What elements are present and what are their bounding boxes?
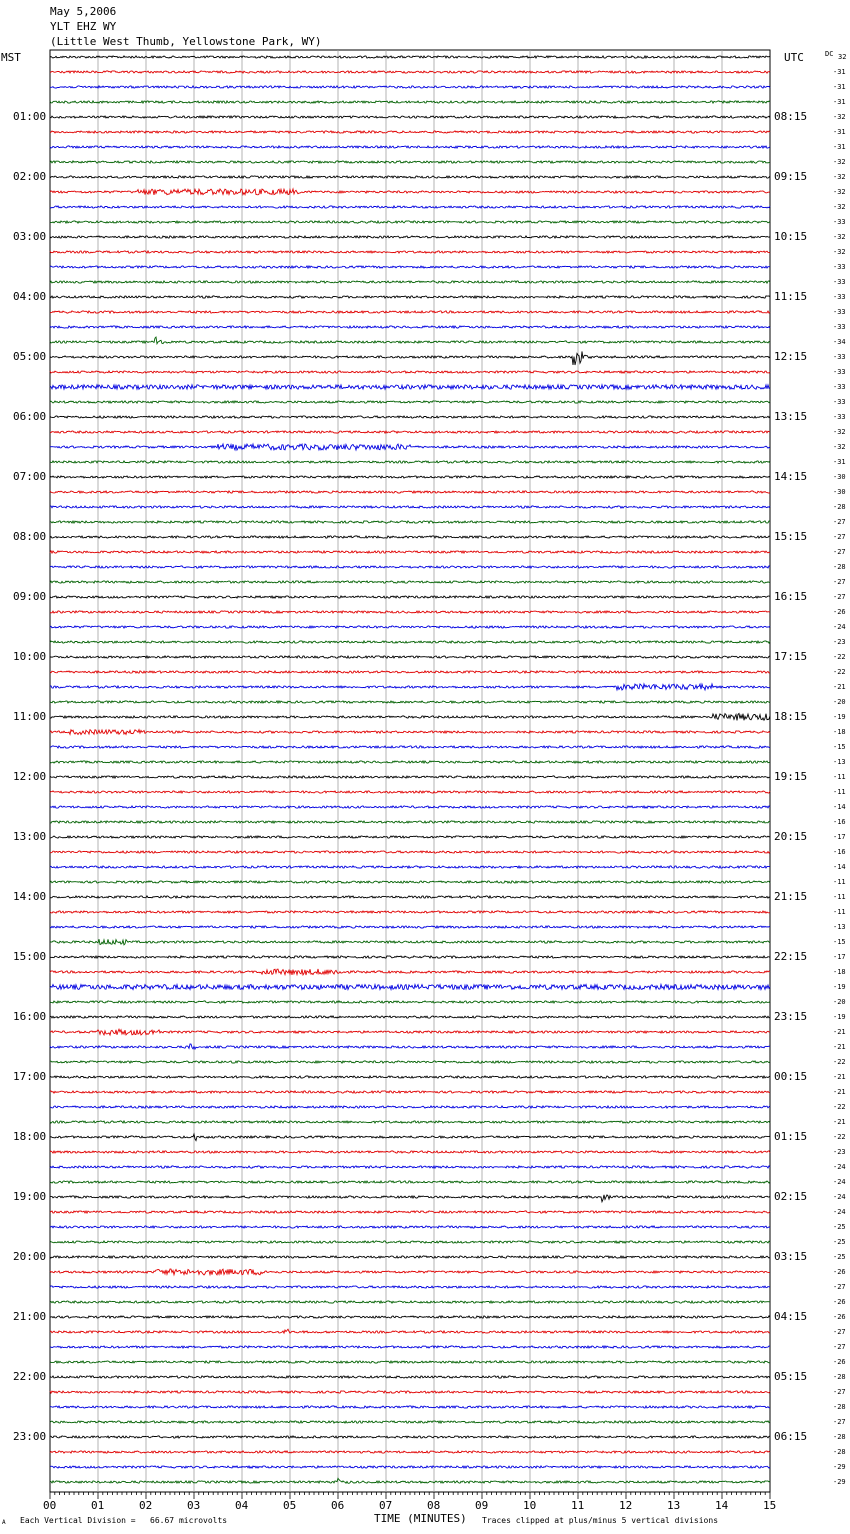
seismic-trace <box>50 251 770 253</box>
seismic-trace <box>50 939 770 945</box>
seismic-trace <box>50 71 770 73</box>
dc-offset-value: -27 <box>833 593 846 601</box>
seismic-trace <box>50 521 770 523</box>
seismic-trace <box>50 86 770 88</box>
seismic-trace <box>50 761 770 763</box>
dc-offset-value: -26 <box>833 1298 846 1306</box>
dc-offset-value: -32 <box>833 158 846 166</box>
seismic-trace <box>50 311 770 313</box>
right-hour-label: 13:15 <box>774 410 808 423</box>
right-hour-label: 12:15 <box>774 350 808 363</box>
dc-offset-value: -28 <box>833 1448 846 1456</box>
seismic-trace <box>50 1211 770 1213</box>
clip-note: Traces clipped at plus/minus 5 vertical divisions <box>482 1516 719 1525</box>
dc-offset-value: -26 <box>833 608 846 616</box>
seismic-trace <box>50 221 770 223</box>
seismic-trace <box>50 776 770 778</box>
left-hour-label: 01:00 <box>13 110 47 123</box>
seismic-trace <box>50 296 770 298</box>
dc-offset-value: -21 <box>833 1118 846 1126</box>
dc-offset-value: -33 <box>833 218 846 226</box>
x-tick-label: 15 <box>763 1499 777 1512</box>
dc-offset-value: -32 <box>833 428 846 436</box>
seismic-trace <box>50 491 770 493</box>
dc-offset-value: -14 <box>833 863 846 871</box>
left-hour-label: 22:00 <box>13 1370 47 1383</box>
seismic-trace <box>50 401 770 403</box>
dc-offset-value: -27 <box>833 1328 846 1336</box>
left-hour-label: 18:00 <box>13 1130 47 1143</box>
dc-offset-value: -27 <box>833 548 846 556</box>
seismic-trace <box>50 351 770 365</box>
plot-date: May 5,2006 <box>50 5 117 18</box>
seismic-trace <box>50 1256 770 1258</box>
seismic-trace <box>50 444 770 450</box>
dc-offset-value: -18 <box>833 728 846 736</box>
seismic-trace <box>50 1166 770 1168</box>
right-hour-label: 10:15 <box>774 230 808 243</box>
seismic-trace <box>50 969 770 975</box>
left-hour-label: 03:00 <box>13 230 47 243</box>
x-tick-label: 12 <box>619 1499 633 1512</box>
right-hour-label: 17:15 <box>774 650 808 663</box>
x-tick-label: 01 <box>91 1499 105 1512</box>
left-hour-label: 13:00 <box>13 830 47 843</box>
dc-offset-value: -31 <box>833 128 846 136</box>
right-hour-label: 16:15 <box>774 590 808 603</box>
seismic-trace <box>50 326 770 328</box>
dc-offset-value: -23 <box>833 1148 846 1156</box>
dc-offset-value: -27 <box>833 1283 846 1291</box>
dc-offset-header: DC <box>825 50 834 58</box>
dc-offset-value: -31 <box>833 143 846 151</box>
seismic-trace <box>50 836 770 838</box>
dc-offset-value: -30 <box>833 473 846 481</box>
dc-offset-value: -30 <box>833 488 846 496</box>
x-tick-label: 09 <box>475 1499 489 1512</box>
seismic-trace <box>50 206 770 208</box>
seismic-trace <box>50 1316 770 1318</box>
seismic-trace <box>50 176 770 178</box>
dc-offset-value: -33 <box>833 398 846 406</box>
left-hour-label: 12:00 <box>13 770 47 783</box>
dc-offset-value: -22 <box>833 1058 846 1066</box>
dc-offset-value: -22 <box>833 1133 846 1141</box>
left-hour-label: 07:00 <box>13 470 47 483</box>
dc-offset-value: -33 <box>833 308 846 316</box>
left-hour-label: 02:00 <box>13 170 47 183</box>
seismic-trace <box>50 1329 770 1333</box>
seismic-trace <box>50 791 770 793</box>
right-hour-label: 23:15 <box>774 1010 808 1023</box>
seismic-trace <box>50 476 770 478</box>
dc-offset-value: -31 <box>833 98 846 106</box>
right-hour-label: 22:15 <box>774 950 808 963</box>
left-hour-label: 06:00 <box>13 410 47 423</box>
left-timezone-label: MST <box>1 51 21 64</box>
dc-offset-value: -32 <box>833 443 846 451</box>
dc-offset-value: -32 <box>833 173 846 181</box>
dc-offset-value: -15 <box>833 743 846 751</box>
dc-offset-value: -33 <box>833 368 846 376</box>
seismic-trace <box>50 626 770 628</box>
seismic-trace <box>50 866 770 868</box>
dc-offset-value: -24 <box>833 1208 846 1216</box>
x-tick-label: 08 <box>427 1499 441 1512</box>
dc-offset-value: -33 <box>833 278 846 286</box>
dc-offset-value: -17 <box>833 953 846 961</box>
seismic-trace <box>50 911 770 913</box>
left-hour-label: 23:00 <box>13 1430 47 1443</box>
seismic-trace <box>50 1226 770 1228</box>
seismic-trace <box>50 1346 770 1348</box>
x-tick-label: 03 <box>187 1499 201 1512</box>
seismic-trace <box>50 1016 770 1018</box>
plot-frame <box>50 50 770 1492</box>
dc-offset-value: -15 <box>833 938 846 946</box>
dc-offset-value: -31 <box>833 458 846 466</box>
seismic-trace <box>50 431 770 433</box>
dc-offset-value: -13 <box>833 758 846 766</box>
station-location: (Little West Thumb, Yellowstone Park, WY) <box>50 35 322 48</box>
corner-mark: A <box>2 1519 6 1526</box>
dc-offset-value: -33 <box>833 353 846 361</box>
dc-offset-value: -28 <box>833 1433 846 1441</box>
dc-offset-value: -31 <box>833 68 846 76</box>
right-hour-label: 02:15 <box>774 1190 808 1203</box>
dc-offset-value: -33 <box>833 323 846 331</box>
seismic-trace <box>50 746 770 748</box>
dc-offset-value: -31 <box>833 83 846 91</box>
x-tick-label: 00 <box>43 1499 57 1512</box>
scale-note: Each Vertical Division = 66.67 microvolts <box>20 1516 228 1525</box>
dc-offset-value: -24 <box>833 1178 846 1186</box>
seismic-trace <box>50 684 770 690</box>
seismic-trace <box>50 1466 770 1468</box>
seismic-trace <box>50 1376 770 1378</box>
right-hour-label: 05:15 <box>774 1370 808 1383</box>
dc-offset-value: -19 <box>833 983 846 991</box>
dc-offset-value: -32 <box>833 233 846 241</box>
right-hour-label: 04:15 <box>774 1310 808 1323</box>
seismic-trace <box>50 1029 770 1035</box>
dc-offset-value: -33 <box>833 383 846 391</box>
dc-offset-value: -22 <box>833 653 846 661</box>
dc-offset-value: -27 <box>833 1418 846 1426</box>
seismic-trace <box>50 416 770 418</box>
dc-offset-value: -33 <box>833 293 846 301</box>
dc-offset-value: -28 <box>833 1403 846 1411</box>
dc-offset-value: -11 <box>833 878 846 886</box>
seismic-trace <box>50 146 770 148</box>
seismic-trace <box>50 1421 770 1423</box>
seismic-trace <box>50 551 770 553</box>
dc-offset-value: -25 <box>833 1238 846 1246</box>
seismic-trace <box>50 1091 770 1093</box>
x-tick-label: 04 <box>235 1499 249 1512</box>
seismic-trace <box>50 116 770 118</box>
seismic-trace <box>50 281 770 283</box>
left-hour-label: 09:00 <box>13 590 47 603</box>
seismic-trace <box>50 1391 770 1393</box>
left-hour-label: 15:00 <box>13 950 47 963</box>
dc-offset-value: -17 <box>833 833 846 841</box>
x-tick-label: 14 <box>715 1499 729 1512</box>
x-tick-label: 07 <box>379 1499 393 1512</box>
dc-offset-value: -26 <box>833 1313 846 1321</box>
right-hour-label: 19:15 <box>774 770 808 783</box>
dc-offset-value: -24 <box>833 1163 846 1171</box>
left-hour-label: 08:00 <box>13 530 47 543</box>
dc-offset-value: -27 <box>833 533 846 541</box>
left-hour-label: 14:00 <box>13 890 47 903</box>
dc-offset-value: -33 <box>833 263 846 271</box>
x-tick-label: 05 <box>283 1499 297 1512</box>
seismic-trace <box>50 236 770 238</box>
dc-offset-value: -16 <box>833 848 846 856</box>
dc-offset-value: -29 <box>833 1463 846 1471</box>
right-hour-label: 20:15 <box>774 830 808 843</box>
seismic-trace <box>50 821 770 823</box>
dc-offset-value: -11 <box>833 893 846 901</box>
seismic-trace <box>50 371 770 373</box>
dc-offset-value: -21 <box>833 1028 846 1036</box>
seismic-trace <box>50 656 770 658</box>
seismic-trace <box>50 1241 770 1243</box>
left-hour-label: 19:00 <box>13 1190 47 1203</box>
dc-offset-value: -21 <box>833 1043 846 1051</box>
dc-offset-value: -18 <box>833 968 846 976</box>
seismic-trace <box>50 881 770 883</box>
left-hour-label: 21:00 <box>13 1310 47 1323</box>
seismic-trace <box>50 1195 770 1202</box>
x-tick-label: 06 <box>331 1499 345 1512</box>
seismic-trace <box>50 337 770 344</box>
dc-offset-value: -11 <box>833 773 846 781</box>
seismic-trace <box>50 1451 770 1453</box>
seismic-trace <box>50 956 770 958</box>
seismic-trace <box>50 101 770 103</box>
right-hour-label: 00:15 <box>774 1070 808 1083</box>
seismic-trace <box>50 385 770 389</box>
left-hour-label: 17:00 <box>13 1070 47 1083</box>
seismic-trace <box>50 641 770 643</box>
dc-offset-value: -32 <box>833 248 846 256</box>
right-hour-label: 03:15 <box>774 1250 808 1263</box>
seismic-trace <box>50 1001 770 1003</box>
seismic-trace <box>50 714 770 721</box>
dc-offset-value: -21 <box>833 683 846 691</box>
seismic-trace <box>50 851 770 853</box>
seismic-trace <box>50 161 770 163</box>
seismic-trace <box>50 1301 770 1303</box>
dc-offset-value: -34 <box>833 338 846 346</box>
dc-offset-value: -22 <box>833 1103 846 1111</box>
dc-offset-value: -21 <box>833 1088 846 1096</box>
right-hour-label: 14:15 <box>774 470 808 483</box>
dc-offset-value: -27 <box>833 1343 846 1351</box>
right-hour-label: 01:15 <box>774 1130 808 1143</box>
dc-offset-value: -21 <box>833 1073 846 1081</box>
dc-offset-value: -19 <box>833 1013 846 1021</box>
dc-offset-value: -27 <box>833 578 846 586</box>
seismic-trace <box>50 926 770 928</box>
seismic-trace <box>50 1151 770 1153</box>
left-hour-label: 11:00 <box>13 710 47 723</box>
seismic-trace <box>50 461 770 463</box>
right-hour-label: 15:15 <box>774 530 808 543</box>
seismic-trace <box>50 131 770 133</box>
seismic-trace <box>50 1134 770 1141</box>
dc-offset-value: -11 <box>833 788 846 796</box>
left-hour-label: 16:00 <box>13 1010 47 1023</box>
dc-offset-value: -32 <box>833 203 846 211</box>
dc-offset-value: -32 <box>833 188 846 196</box>
seismic-trace <box>50 56 770 58</box>
x-axis-title: TIME (MINUTES) <box>374 1512 467 1525</box>
dc-offset-value: -20 <box>833 698 846 706</box>
seismic-trace <box>50 730 770 735</box>
seismic-trace <box>50 701 770 703</box>
seismic-trace <box>50 1436 770 1438</box>
dc-offset-value: -32 <box>833 113 846 121</box>
dc-offset-value: -24 <box>833 1193 846 1201</box>
left-hour-label: 05:00 <box>13 350 47 363</box>
dc-offset-value: 32 <box>838 53 847 61</box>
dc-offset-value: -28 <box>833 503 846 511</box>
seismic-trace <box>50 1269 770 1275</box>
right-hour-label: 08:15 <box>774 110 808 123</box>
seismic-trace <box>50 611 770 613</box>
right-timezone-label: UTC <box>784 51 804 64</box>
seismic-trace <box>50 1061 770 1063</box>
seismic-trace <box>50 985 770 990</box>
seismic-trace <box>50 1121 770 1123</box>
seismic-trace <box>50 671 770 673</box>
dc-offset-value: -26 <box>833 1358 846 1366</box>
dc-offset-value: -27 <box>833 518 846 526</box>
x-tick-label: 13 <box>667 1499 681 1512</box>
seismic-trace <box>50 1361 770 1363</box>
seismic-trace <box>50 1406 770 1408</box>
dc-offset-value: -25 <box>833 1223 846 1231</box>
dc-offset-value: -25 <box>833 1253 846 1261</box>
x-tick-label: 10 <box>523 1499 537 1512</box>
dc-offset-value: -16 <box>833 818 846 826</box>
right-hour-label: 21:15 <box>774 890 808 903</box>
right-hour-label: 18:15 <box>774 710 808 723</box>
dc-offset-value: -22 <box>833 668 846 676</box>
dc-offset-value: -20 <box>833 998 846 1006</box>
left-hour-label: 10:00 <box>13 650 47 663</box>
seismic-trace <box>50 806 770 808</box>
seismic-trace <box>50 1076 770 1078</box>
seismic-trace <box>50 1044 770 1049</box>
dc-offset-value: -28 <box>833 1373 846 1381</box>
dc-offset-value: -28 <box>833 563 846 571</box>
seismic-trace <box>50 581 770 583</box>
seismic-trace <box>50 1478 770 1483</box>
x-tick-label: 02 <box>139 1499 153 1512</box>
dc-offset-value: -23 <box>833 638 846 646</box>
dc-offset-value: -27 <box>833 1388 846 1396</box>
dc-offset-value: -13 <box>833 923 846 931</box>
right-hour-label: 09:15 <box>774 170 808 183</box>
seismic-trace <box>50 566 770 568</box>
dc-offset-value: -11 <box>833 908 846 916</box>
left-hour-label: 04:00 <box>13 290 47 303</box>
seismic-trace <box>50 536 770 538</box>
dc-offset-value: -19 <box>833 713 846 721</box>
station-code: YLT EHZ WY <box>50 20 117 33</box>
seismic-trace <box>50 596 770 598</box>
dc-offset-value: -33 <box>833 413 846 421</box>
seismic-trace <box>50 1106 770 1108</box>
right-hour-label: 06:15 <box>774 1430 808 1443</box>
seismic-trace <box>50 896 770 898</box>
dc-offset-value: -24 <box>833 623 846 631</box>
x-tick-label: 11 <box>571 1499 585 1512</box>
right-hour-label: 11:15 <box>774 290 808 303</box>
seismic-trace <box>50 266 770 268</box>
dc-offset-value: -29 <box>833 1478 846 1486</box>
seismic-trace <box>50 506 770 508</box>
seismic-trace <box>50 1286 770 1288</box>
dc-offset-value: -26 <box>833 1268 846 1276</box>
seismic-trace <box>50 189 770 195</box>
left-hour-label: 20:00 <box>13 1250 47 1263</box>
dc-offset-value: -14 <box>833 803 846 811</box>
seismic-trace <box>50 1181 770 1183</box>
